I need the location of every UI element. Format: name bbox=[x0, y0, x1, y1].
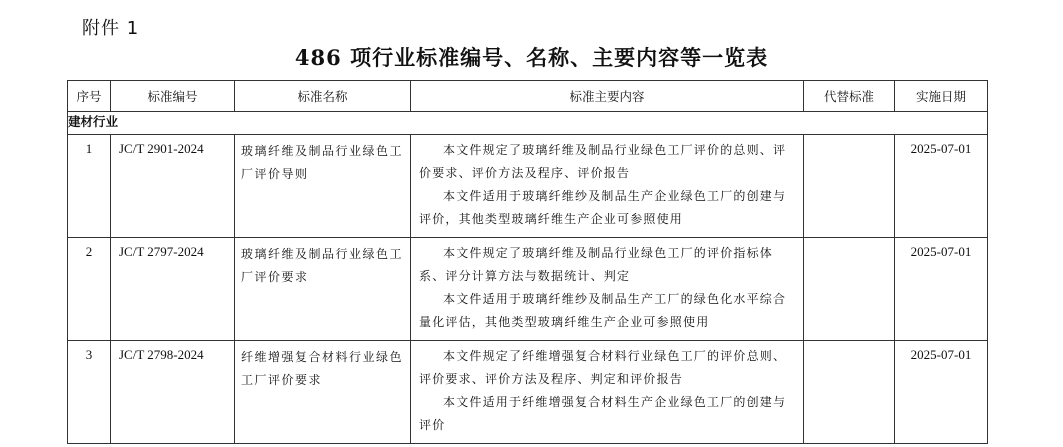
table-row bbox=[68, 135, 988, 238]
row-seq: 2 bbox=[68, 238, 111, 341]
header-name: 标准名称 bbox=[235, 81, 411, 112]
row-replaces bbox=[804, 238, 895, 341]
document-title: 486 项行业标准编号、名称、主要内容等一览表 bbox=[294, 45, 769, 70]
row-content-paragraph: 本文件适用于玻璃纤维纱及制品生产工厂的绿色化水平综合量化评估，其他类型玻璃纤维生产企业可参照使用 bbox=[419, 292, 787, 329]
row-replaces bbox=[804, 135, 895, 238]
row-code: JC/T 2798-2024 bbox=[111, 341, 235, 444]
row-code: JC/T 2901-2024 bbox=[111, 135, 235, 238]
header-code: 标准编号 bbox=[111, 81, 235, 112]
row-content-paragraph: 本文件规定了玻璃纤维及制品行业绿色工厂的评价指标体系、评分计算方法与数据统计、判定 bbox=[419, 246, 774, 283]
row-name: 纤维增强复合材料行业绿色工厂评价要求 bbox=[235, 341, 411, 444]
row-content-paragraph: 本文件适用于纤维增强复合材料生产企业绿色工厂的创建与评价 bbox=[419, 395, 787, 432]
row-replaces bbox=[804, 341, 895, 444]
header-date: 实施日期 bbox=[895, 81, 988, 112]
header-seq: 序号 bbox=[68, 81, 111, 112]
row-date: 2025-07-01 bbox=[895, 238, 988, 341]
row-content-paragraph: 本文件规定了纤维增强复合材料行业绿色工厂的评价总则、评价要求、评价方法及程序、判定和评价报告 bbox=[419, 349, 787, 386]
table-header-row bbox=[68, 81, 988, 112]
table-row bbox=[68, 238, 988, 341]
row-code: JC/T 2797-2024 bbox=[111, 238, 235, 341]
row-date: 2025-07-01 bbox=[895, 341, 988, 444]
standards-table bbox=[67, 80, 988, 444]
row-content-paragraph: 本文件规定了玻璃纤维及制品行业绿色工厂评价的总则、评价要求、评价方法及程序、评价报告 bbox=[419, 143, 787, 180]
table-row bbox=[68, 341, 988, 444]
row-name: 玻璃纤维及制品行业绿色工厂评价要求 bbox=[235, 238, 411, 341]
row-content bbox=[411, 238, 804, 341]
category-label: 建材行业 bbox=[68, 112, 988, 135]
row-date: 2025-07-01 bbox=[895, 135, 988, 238]
row-content-paragraph: 本文件适用于玻璃纤维纱及制品生产企业绿色工厂的创建与评价，其他类型玻璃纤维生产企业可参照使用 bbox=[419, 189, 787, 226]
category-row bbox=[68, 112, 988, 135]
header-content: 标准主要内容 bbox=[411, 81, 804, 112]
attachment-label: 附件 1 bbox=[82, 18, 140, 39]
row-seq: 3 bbox=[68, 341, 111, 444]
row-content bbox=[411, 341, 804, 444]
row-name: 玻璃纤维及制品行业绿色工厂评价导则 bbox=[235, 135, 411, 238]
row-seq: 1 bbox=[68, 135, 111, 238]
header-replaces: 代替标准 bbox=[804, 81, 895, 112]
row-content bbox=[411, 135, 804, 238]
